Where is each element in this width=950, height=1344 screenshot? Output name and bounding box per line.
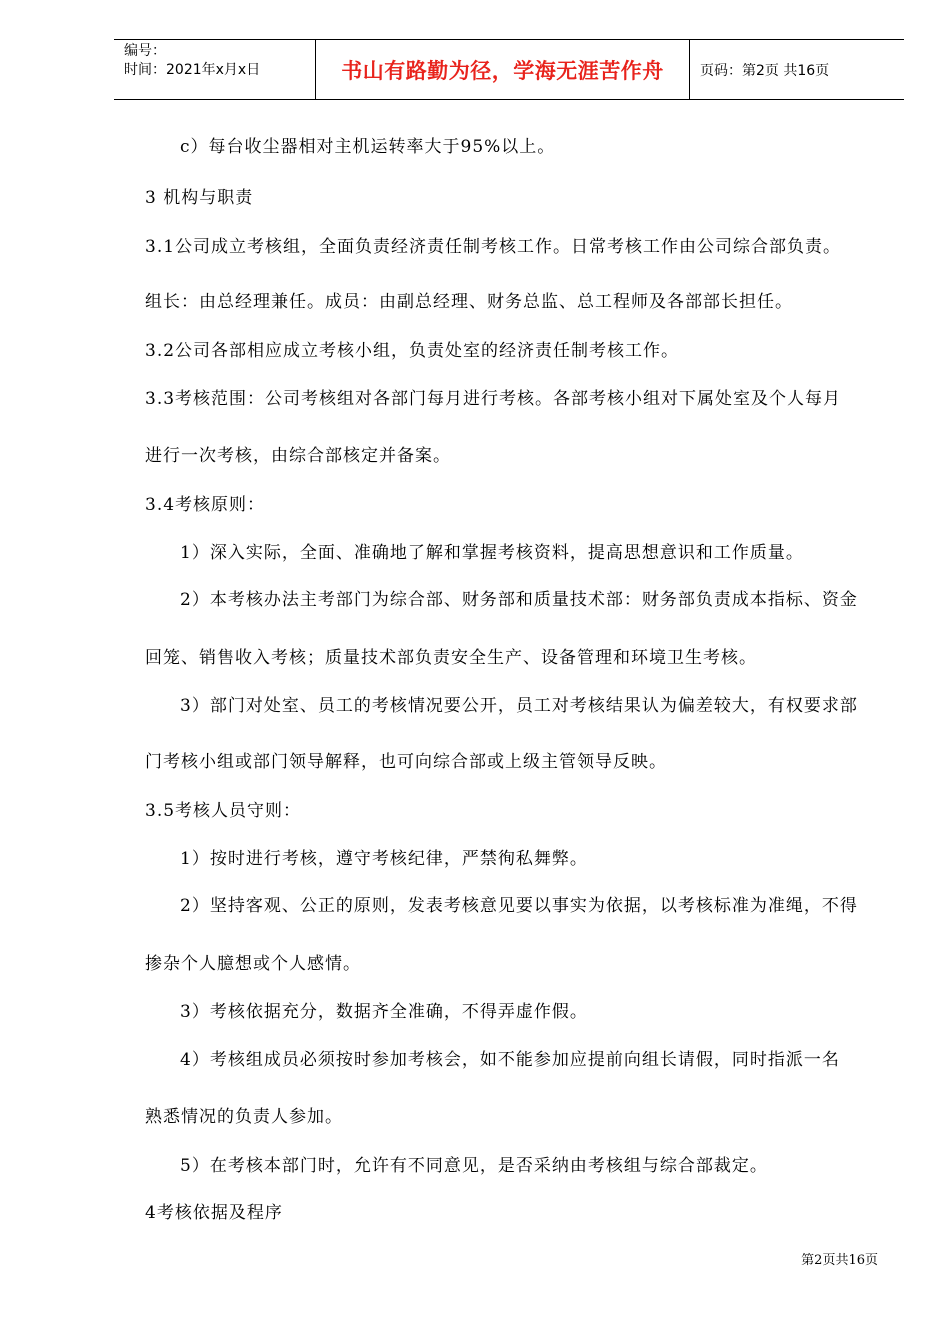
subsection-heading: 3.5考核人员守则： <box>145 801 302 821</box>
list-item: 4）考核组成员必须按时参加考核会，如不能参加应提前向组长请假，同时指派一名 <box>180 1050 840 1070</box>
list-item-continuation: 回笼、销售收入考核；质量技术部负责安全生产、设备管理和环境卫生考核。 <box>145 648 757 668</box>
header-meta <box>114 40 316 99</box>
list-item: 3）考核依据充分，数据齐全准确，不得弄虚作假。 <box>180 1002 588 1022</box>
page-header <box>114 39 904 100</box>
document-number-label: 编号： <box>124 43 166 59</box>
header-motto: 书山有路勤为径，学海无涯苦作舟 <box>316 40 690 99</box>
document-time-label: 时间：2021年x月x日 <box>124 62 261 78</box>
page-footer: 第2页共16页 <box>801 1253 878 1268</box>
body-line: 组长：由总经理兼任。成员：由副总经理、财务总监、总工程师及各部部长担任。 <box>145 292 793 312</box>
section-heading: 4考核依据及程序 <box>145 1203 283 1223</box>
subsection-heading: 3.4考核原则： <box>145 495 266 515</box>
section-heading: 3 机构与职责 <box>145 188 254 208</box>
list-item: 2）坚持客观、公正的原则，发表考核意见要以事实为依据，以考核标准为准绳，不得 <box>180 896 858 916</box>
header-page-info: 页码：第2页 共16页 <box>700 62 830 79</box>
body-line: 进行一次考核，由综合部核定并备案。 <box>145 446 451 466</box>
list-item-continuation: 掺杂个人臆想或个人感情。 <box>145 954 361 974</box>
list-item: 3）部门对处室、员工的考核情况要公开，员工对考核结果认为偏差较大，有权要求部 <box>180 696 858 716</box>
list-item: 1）深入实际，全面、准确地了解和掌握考核资料，提高思想意识和工作质量。 <box>180 543 804 563</box>
body-line: 3.1公司成立考核组，全面负责经济责任制考核工作。日常考核工作由公司综合部负责。 <box>145 237 842 257</box>
list-item-continuation: 门考核小组或部门领导解释，也可向综合部或上级主管领导反映。 <box>145 752 667 772</box>
list-item: 1）按时进行考核，遵守考核纪律，严禁徇私舞弊。 <box>180 849 588 869</box>
list-item-continuation: 熟悉情况的负责人参加。 <box>145 1107 343 1127</box>
body-line: 3.2公司各部相应成立考核小组，负责处室的经济责任制考核工作。 <box>145 341 680 361</box>
body-line: 3.3考核范围：公司考核组对各部门每月进行考核。各部考核小组对下属处室及个人每月 <box>145 389 842 409</box>
list-item: 5）在考核本部门时，允许有不同意见，是否采纳由考核组与综合部裁定。 <box>180 1156 768 1176</box>
body-line: c）每台收尘器相对主机运转率大于95%以上。 <box>180 137 556 157</box>
list-item: 2）本考核办法主考部门为综合部、财务部和质量技术部：财务部负责成本指标、资金 <box>180 590 858 610</box>
